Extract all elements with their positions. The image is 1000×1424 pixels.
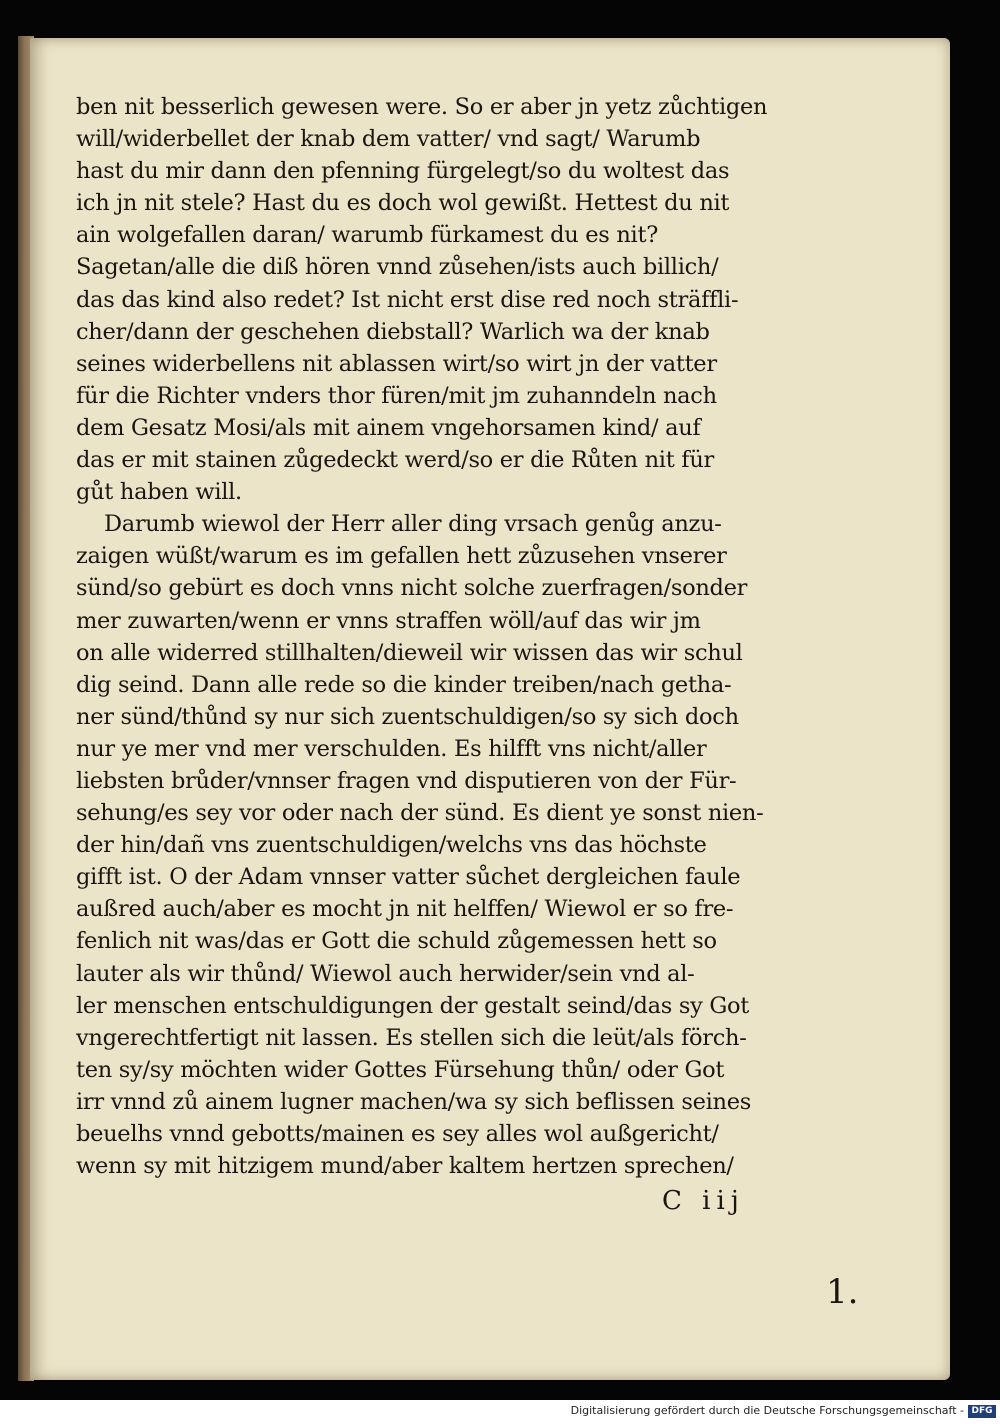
text-line: der hin/dañ vns zuentschuldigen/welchs vns das höchste (76, 832, 707, 859)
text-line: für die Richter vnders thor füren/mit jm zuhanndeln nach (76, 382, 717, 409)
footer-credit-text: Digitalisierung gefördert durch die Deutsche Forschungsgemeinschaft - (570, 1404, 964, 1417)
text-line: gůt haben will. (76, 479, 242, 506)
signature-mark: C iij (662, 1186, 745, 1216)
text-line: Darumb wiewol der Herr aller ding vrsach genůg anzu- (104, 511, 722, 538)
text-line: ain wolgefallen daran/ warumb fürkamest du es nit? (76, 222, 658, 249)
text-line: das er mit stainen zůgedeckt werd/so er die Růten nit für (76, 447, 714, 474)
text-line: zaigen wüßt/warum es im gefallen hett zůzusehen vnserer (76, 543, 727, 570)
page-text-block (76, 91, 816, 1182)
text-line: ben nit besserlich gewesen were. So er aber jn yetz zůchtigen (76, 94, 768, 120)
text-line: sehung/es sey vor oder nach der sünd. Es dient ye sonst nien- (76, 800, 764, 827)
text-line: ich jn nit stele? Hast du es doch wol gewißt. Hettest du nit (76, 190, 730, 217)
text-line: beuelhs vnnd gebotts/mainen es sey alles wol außgericht/ (76, 1121, 719, 1147)
text-line: irr vnnd zů ainem lugner machen/wa sy sich beflissen seines (76, 1088, 751, 1115)
text-line: seines widerbellens nit ablassen wirt/so wirt jn der vatter (76, 350, 717, 377)
text-line: ner sünd/thůnd sy nur sich zuentschuldigen/so sy sich doch (76, 703, 739, 730)
text-line: cher/dann der geschehen diebstall? Warlich wa der knab (76, 318, 710, 345)
text-line: fenlich nit was/das er Gott die schuld zůgemessen hett so (76, 928, 717, 955)
text-line: vngerechtfertigt nit lassen. Es stellen sich die leüt/als förch- (76, 1024, 747, 1051)
text-line: will/widerbellet der knab dem vatter/ vnd sagt/ Warumb (76, 126, 701, 153)
text-line: ten sy/sy möchten wider Gottes Fürsehung thůn/ oder Got (76, 1056, 725, 1083)
text-line: dem Gesatz Mosi/als mit ainem vngehorsamen kind/ auf (76, 414, 701, 441)
text-line: nur ye mer vnd mer verschulden. Es hilfft vns nicht/aller (76, 735, 707, 762)
text-line: liebsten brůder/vnnser fragen vnd disputieren von der Für- (76, 767, 737, 794)
text-line: lauter als wir thůnd/ Wiewol auch herwider/sein vnd al- (76, 960, 695, 987)
text-line: hast du mir dann den pfenning fürgelegt/so du woltest das (76, 158, 730, 185)
text-line: wenn sy mit hitzigem mund/aber kaltem hertzen sprechen/ (76, 1153, 734, 1180)
text-line: gifft ist. O der Adam vnnser vatter sůchet dergleichen faule (76, 864, 741, 891)
text-line: sünd/so gebürt es doch vnns nicht solche zuerfragen/sonder (76, 575, 748, 602)
margin-mark: 1. (826, 1272, 859, 1312)
text-line: mer zuwarten/wenn er vnns straffen wöll/auf das wir jm (76, 607, 701, 634)
text-line: on alle widerred stillhalten/dieweil wir wissen das wir schul (76, 639, 743, 666)
text-line: ler menschen entschuldigungen der gestalt seind/das sy Got (76, 992, 750, 1019)
text-line: das das kind also redet? Ist nicht erst dise red noch sträffli- (76, 286, 739, 313)
text-line: außred auch/aber es mocht jn nit helffen/ Wiewol er so fre- (76, 896, 734, 923)
text-line: Sagetan/alle die diß hören vnnd zůsehen/ists auch billich/ (76, 254, 719, 281)
dfg-logo-icon: DFG (968, 1405, 996, 1418)
text-line: dig seind. Dann alle rede so die kinder treiben/nach getha- (76, 671, 732, 698)
